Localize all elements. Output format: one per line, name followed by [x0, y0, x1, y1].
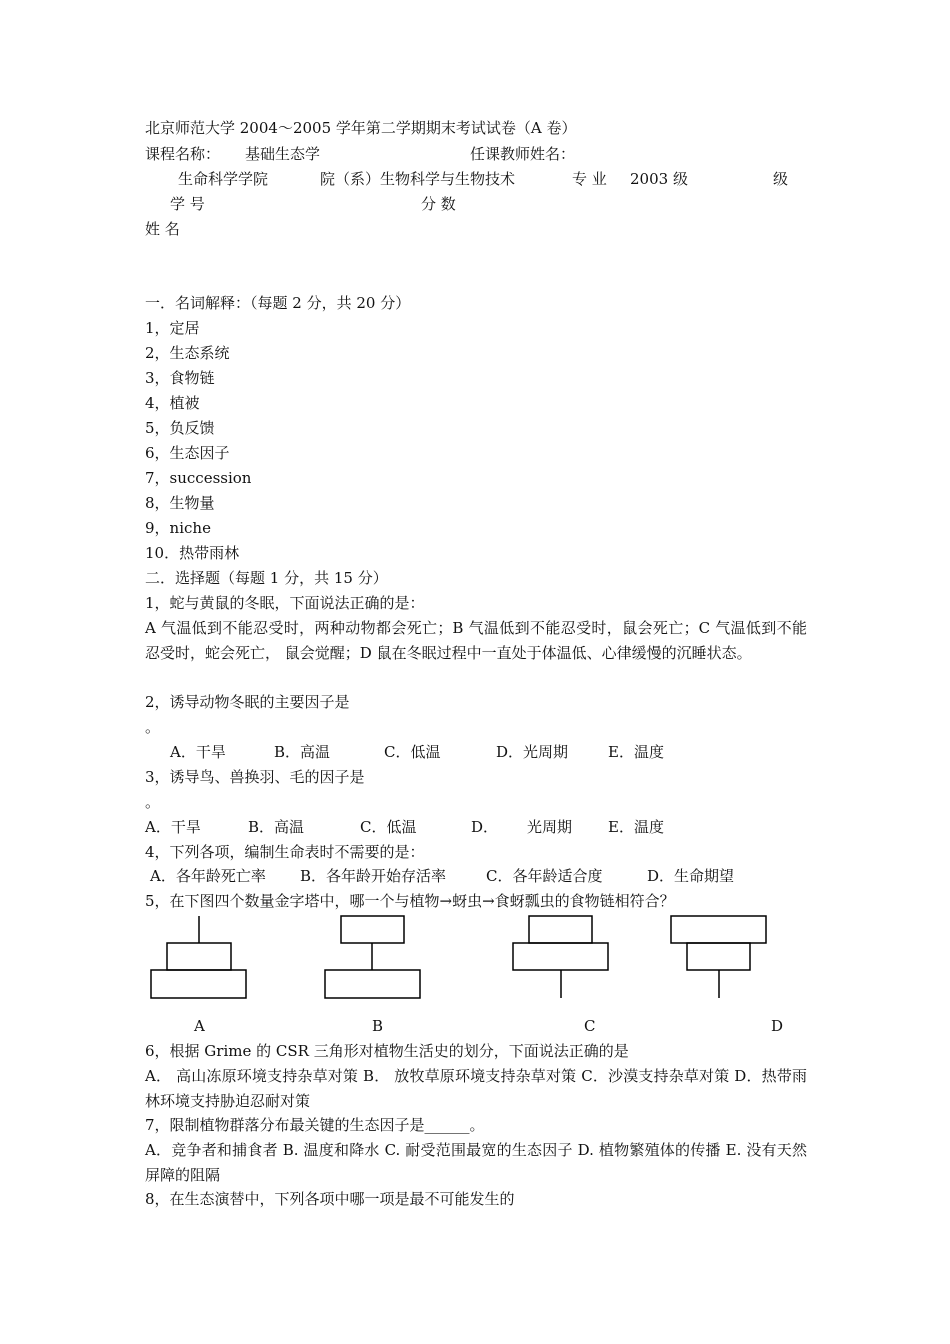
question-3-option-c: C．低温 — [360, 818, 417, 836]
question-8-stem: 8，在生态演替中，下列各项中哪一项是最不可能发生的 — [145, 1190, 515, 1208]
question-2-option-d: D．光周期 — [496, 743, 569, 761]
question-1-stem: 1，蛇与黄鼠的冬眠，下面说法正确的是： — [145, 594, 425, 612]
college-name: 生命科学学院 — [178, 170, 269, 188]
grade-year: 2003 级 — [630, 170, 688, 188]
question-4-option-c: C．各年龄适合度 — [486, 867, 603, 885]
exam-title: 北京师范大学 2004～2005 学年第二学期期末考试试卷（A 卷） — [145, 119, 577, 137]
question-3-option-d: D． — [471, 818, 499, 836]
pyramid-a — [151, 916, 246, 998]
question-4-option-b: B．各年龄开始存活率 — [300, 867, 447, 885]
question-5-stem: 5，在下图四个数量金字塔中，哪一个与植物→蚜虫→食蚜瓢虫的食物链相符合？ — [145, 892, 675, 910]
question-3-option-a: A．干旱 — [145, 818, 201, 836]
question-7-stem: 7，限制植物群落分布最关键的生态因子是______。 — [145, 1116, 485, 1134]
student-name-label: 姓 名 — [145, 220, 180, 238]
section1-heading: 一．名词解释：（每题 2 分，共 20 分） — [145, 294, 411, 312]
term-item: 7，succession — [145, 469, 252, 487]
term-item: 4，植被 — [145, 394, 200, 412]
question-2-option-b: B．高温 — [274, 743, 331, 761]
question-2-option-a: A．干旱 — [170, 743, 226, 761]
term-item: 1，定居 — [145, 319, 200, 337]
teacher-label: 任课教师姓名： — [470, 145, 576, 163]
major-label: 专 业 — [572, 170, 607, 188]
term-item: 9，niche — [145, 519, 211, 537]
pyramid-c — [513, 916, 608, 998]
question-4-stem: 4，下列各项，编制生命表时不需要的是： — [145, 843, 425, 861]
course-label: 课程名称： — [145, 145, 221, 163]
question-2-option-c: C．低温 — [384, 743, 441, 761]
pyramid-d — [671, 916, 766, 998]
course-name: 基础生态学 — [245, 145, 321, 163]
section2-heading: 二．选择题（每题 1 分，共 15 分） — [145, 569, 388, 587]
department-name: 院（系）生物科学与生物技术 — [320, 170, 516, 188]
term-item: 3，食物链 — [145, 369, 215, 387]
pyramid-label-a: A — [194, 1017, 205, 1035]
class-label: 级 — [773, 170, 789, 188]
term-item: 8，生物量 — [145, 494, 215, 512]
term-item: 10．热带雨林 — [145, 544, 240, 562]
student-id-label: 学 号 — [170, 195, 205, 213]
question-4-option-a: A．各年龄死亡率 — [150, 867, 266, 885]
pyramid-b — [325, 916, 420, 998]
question-6-stem: 6，根据 Grime 的 CSR 三角形对植物生活史的划分，下面说法正确的是 — [145, 1042, 629, 1060]
question-1-options: A 气温低到不能忍受时，两种动物都会死亡；B 气温低到不能忍受时，鼠会死亡；C 气温低到不能忍受时，蛇会死亡， 鼠会觉醒；D 鼠在冬眠过程中一直处于体温低、心律缓慢的沉睡状态。 — [145, 619, 807, 662]
pyramid-label-c: C — [584, 1017, 596, 1035]
question-2-stem: 2，诱导动物冬眠的主要因子是 — [145, 693, 350, 711]
question-2-option-e: E．温度 — [608, 743, 664, 761]
question-3-blank: 。 — [145, 793, 161, 811]
term-item: 5，负反馈 — [145, 419, 215, 437]
question-3-option-d-text: 光周期 — [527, 818, 573, 836]
question-3-stem: 3，诱导鸟、兽换羽、毛的因子是 — [145, 768, 365, 786]
question-3-option-e: E．温度 — [608, 818, 664, 836]
term-item: 6，生态因子 — [145, 444, 230, 462]
pyramid-label-b: B — [372, 1017, 384, 1035]
term-item: 2，生态系统 — [145, 344, 230, 362]
pyramid-label-d: D — [771, 1017, 784, 1035]
score-label: 分 数 — [421, 195, 456, 213]
question-3-option-b: B．高温 — [248, 818, 305, 836]
question-2-blank: 。 — [145, 718, 161, 736]
question-4-option-d: D．生命期望 — [647, 867, 735, 885]
question-6-options: A． 高山冻原环境支持杂草对策 B． 放牧草原环境支持杂草对策 C．沙漠支持杂草对策 D．热带雨林环境支持胁迫忍耐对策 — [145, 1067, 807, 1110]
question-7-options: A．竞争者和捕食者 B. 温度和降水 C. 耐受范围最宽的生态因子 D. 植物繁殖体的传播 E. 没有天然屏障的阻隔 — [145, 1141, 807, 1184]
